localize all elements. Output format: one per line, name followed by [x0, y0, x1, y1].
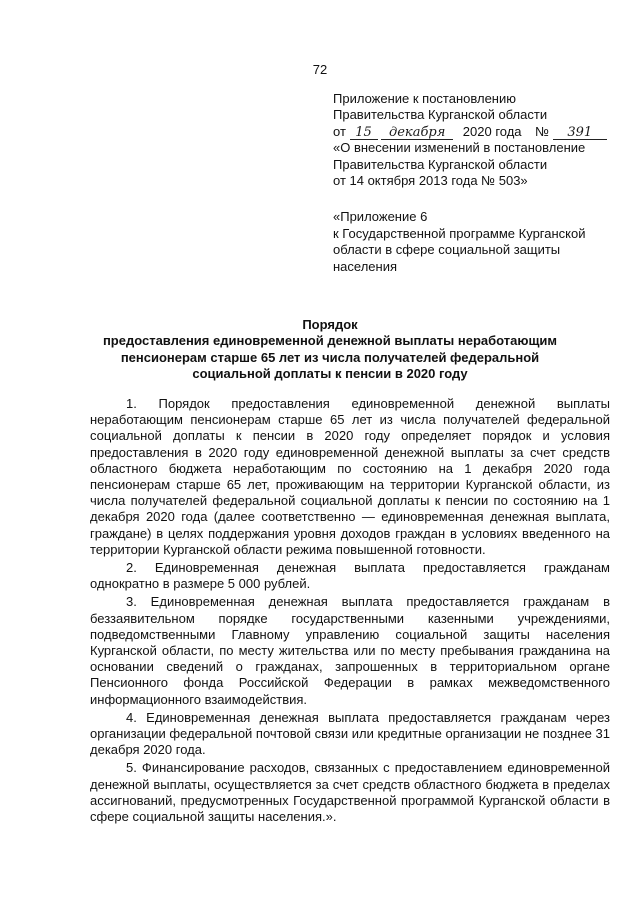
appendix-line-5: Правительства Курганской области: [333, 156, 548, 172]
handwritten-number: 391: [553, 126, 607, 140]
appendix-header: [333, 91, 618, 275]
paragraph-5: 5. Финансирование расходов, связанных с предоставлением единовременной денежной выплаты, осуществляется за счет средств областного бюджета в пределах ассигнований, предусмотренных Государственной программой Курганской области в сфере социальной защиты населения.».: [90, 760, 610, 825]
page-number: 72: [312, 62, 328, 77]
date-year: 2020 года: [462, 123, 522, 139]
number-sign: №: [535, 123, 550, 139]
appendix-line-4: «О внесении изменений в постановление: [333, 140, 586, 156]
paragraph-1: 1. Порядок предоставления единовременной денежной выплаты неработающим пенсионерам старше 65 лет из числа получателей федеральной социальной доплаты к пенсии в 2020 году определяет порядок и условия предоставления в 2020 году единовременной денежной выплаты за счет средств областного бюджета неработающим по состоянию на 1 декабря 2020 года пенсионерам старше 65 лет, проживающим на территории Курганской области, из числа получателей федеральной социальной доплаты к пенсии по состоянию на 1 декабря 2020 года (далее соответственно — единовременная денежная выплата, граждане) в целях поддержания уровня доходов граждан в условиях введенного на территории Курганской области режима повышенной готовности.: [90, 396, 610, 557]
title-line-4: социальной доплаты к пенсии в 2020 году: [192, 366, 468, 382]
handwritten-day: 15: [350, 126, 378, 140]
date-prefix: от: [333, 123, 346, 139]
appendix-date-line: [333, 124, 618, 140]
appendix6-line-3: области в сфере социальной защиты: [333, 242, 561, 258]
document-title: [60, 317, 600, 383]
appendix6-line-4: населения: [333, 258, 398, 274]
title-line-1: Порядок: [302, 317, 358, 332]
handwritten-month: декабря: [381, 126, 453, 140]
appendix-line-1: Приложение к постановлению: [333, 91, 516, 106]
document-body: [90, 396, 610, 825]
title-line-2: предоставления единовременной денежной выплаты неработающим: [102, 333, 558, 349]
paragraph-3: 3. Единовременная денежная выплата предоставляется гражданам в беззаявительном порядке государственными казенными учреждениями, подведомственными Главному управлению социальной защиты населения Курганской области, по месту жительства или по месту пребывания гражданина на основании сведений о гражданах, запрошенных в территориальном органе Пенсионного фонда Российской Федерации в рамках межведомственного информационного взаимодействия.: [90, 594, 610, 707]
title-line-3: пенсионерам старше 65 лет из числа получателей федеральной: [120, 349, 540, 365]
appendix-line-2: Правительства Курганской области: [333, 107, 548, 123]
paragraph-4: 4. Единовременная денежная выплата предоставляется гражданам через организации федеральной почтовой связи или кредитные организации не позднее 31 декабря 2020 года.: [90, 709, 610, 758]
appendix6-line-1: «Приложение 6: [333, 209, 428, 225]
appendix6-line-2: к Государственной программе Курганской: [333, 225, 586, 241]
appendix-line-6: от 14 октября 2013 года № 503»: [333, 173, 528, 189]
paragraph-2: 2. Единовременная денежная выплата предоставляется гражданам однократно в размере 5 000 рублей.: [90, 560, 610, 592]
